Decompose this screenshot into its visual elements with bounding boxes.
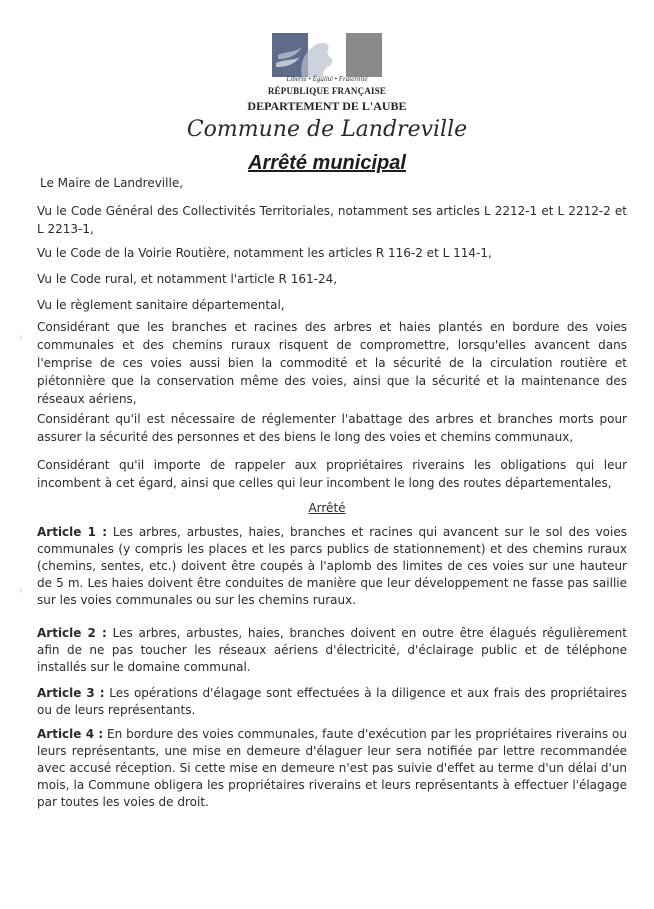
scan-mark (20, 335, 27, 341)
arrete-heading: Arrêté (308, 501, 346, 515)
article-2-text: Les arbres, arbustes, haies, branches doivent en outre être élagués régulièrement afin de ne pas toucher les réseaux aériens d'électricité, d'éclairage public et de téléphone installés sur le domaine communal. (37, 626, 627, 674)
article-4-text: En bordure des voies communales, faute d'exécution par les propriétaires riverains ou leurs représentants, une mise en demeure d'élaguer leur sera notifiée par lettre recommandée avec accusé réception. Si cette mise en demeure n'est pas suivie d'effet au terme d'un délai d'un mois, la Commune obligera les propriétaires riverains et leurs représentants à effectuer l'élagage par toutes les voies de droit. (37, 727, 627, 809)
department-name: DEPARTEMENT DE L'AUBE (247, 99, 407, 113)
marianne-logo-icon (272, 33, 382, 77)
considerant-3: Considérant qu'il importe de rappeler aux propriétaires riverains les obligations qui leur incombent à cet égard, ainsi que celles qui leur incombent le long des routes départementales, (37, 458, 627, 490)
maire-line: Le Maire de Landreville, (40, 176, 184, 190)
vu-line-4: Vu le règlement sanitaire départemental, (37, 298, 285, 312)
considerant-2: Considérant qu'il est nécessaire de réglementer l'abattage des arbres et branches morts pour assurer la sécurité des personnes et des biens le long des voies et chemins communaux, (37, 412, 627, 444)
article-3-text: Les opérations d'élagage sont effectuées à la diligence et aux frais des propriétaires ou de leurs représentants. (37, 686, 627, 717)
article-2 (37, 625, 627, 676)
article-1-label: Article 1 : (37, 525, 107, 539)
commune-name: Commune de Landreville (186, 117, 468, 142)
considerant-1: Considérant que les branches et racines des arbres et haies plantés en bordure des voies communales et des chemins ruraux risquent de compromettre, lorsqu'elles avancent dans l'emprise de ces voies aussi bien la commodité et la sécurité de la circulation routière et piétonnière que la conservation même des voies, ainsi que la sécurité et la maintenance des réseaux aériens, (37, 320, 627, 406)
document-title: Arrêté municipal (248, 152, 406, 174)
article-3-label: Article 3 : (37, 686, 105, 700)
article-2-label: Article 2 : (37, 626, 107, 640)
vu-line-2: Vu le Code de la Voirie Routière, notamment les articles R 116-2 et L 114-1, (37, 246, 492, 260)
article-3 (37, 685, 627, 719)
vu-line-1: Vu le Code Général des Collectivités Territoriales, notamment ses articles L 2212-1 et L 2212-2 et L 2213-1, (37, 204, 627, 236)
republic-motto: Liberté • Égalité • Fraternité (286, 75, 368, 83)
article-1-text: Les arbres, arbustes, haies, branches et racines qui avancent sur le sol des voies communales (y compris les places et les parcs publics de stationnement) et des chemins ruraux (chemins, sentes, etc.) doivent être coupés à l'aplomb des limites de ces voies sur une hauteur de 5 m. Les haies doivent être conduites de manière que leur développement ne fasse pas saillie sur les voies communales ou sur les chemins ruraux. (37, 525, 627, 607)
scan-mark (20, 587, 27, 593)
article-4-label: Article 4 : (37, 727, 104, 741)
vu-line-3: Vu le Code rural, et notamment l'article R 161-24, (37, 272, 338, 286)
republic-name: RÉPUBLIQUE FRANÇAISE (267, 86, 387, 96)
article-1 (37, 524, 627, 609)
article-4 (37, 726, 627, 811)
